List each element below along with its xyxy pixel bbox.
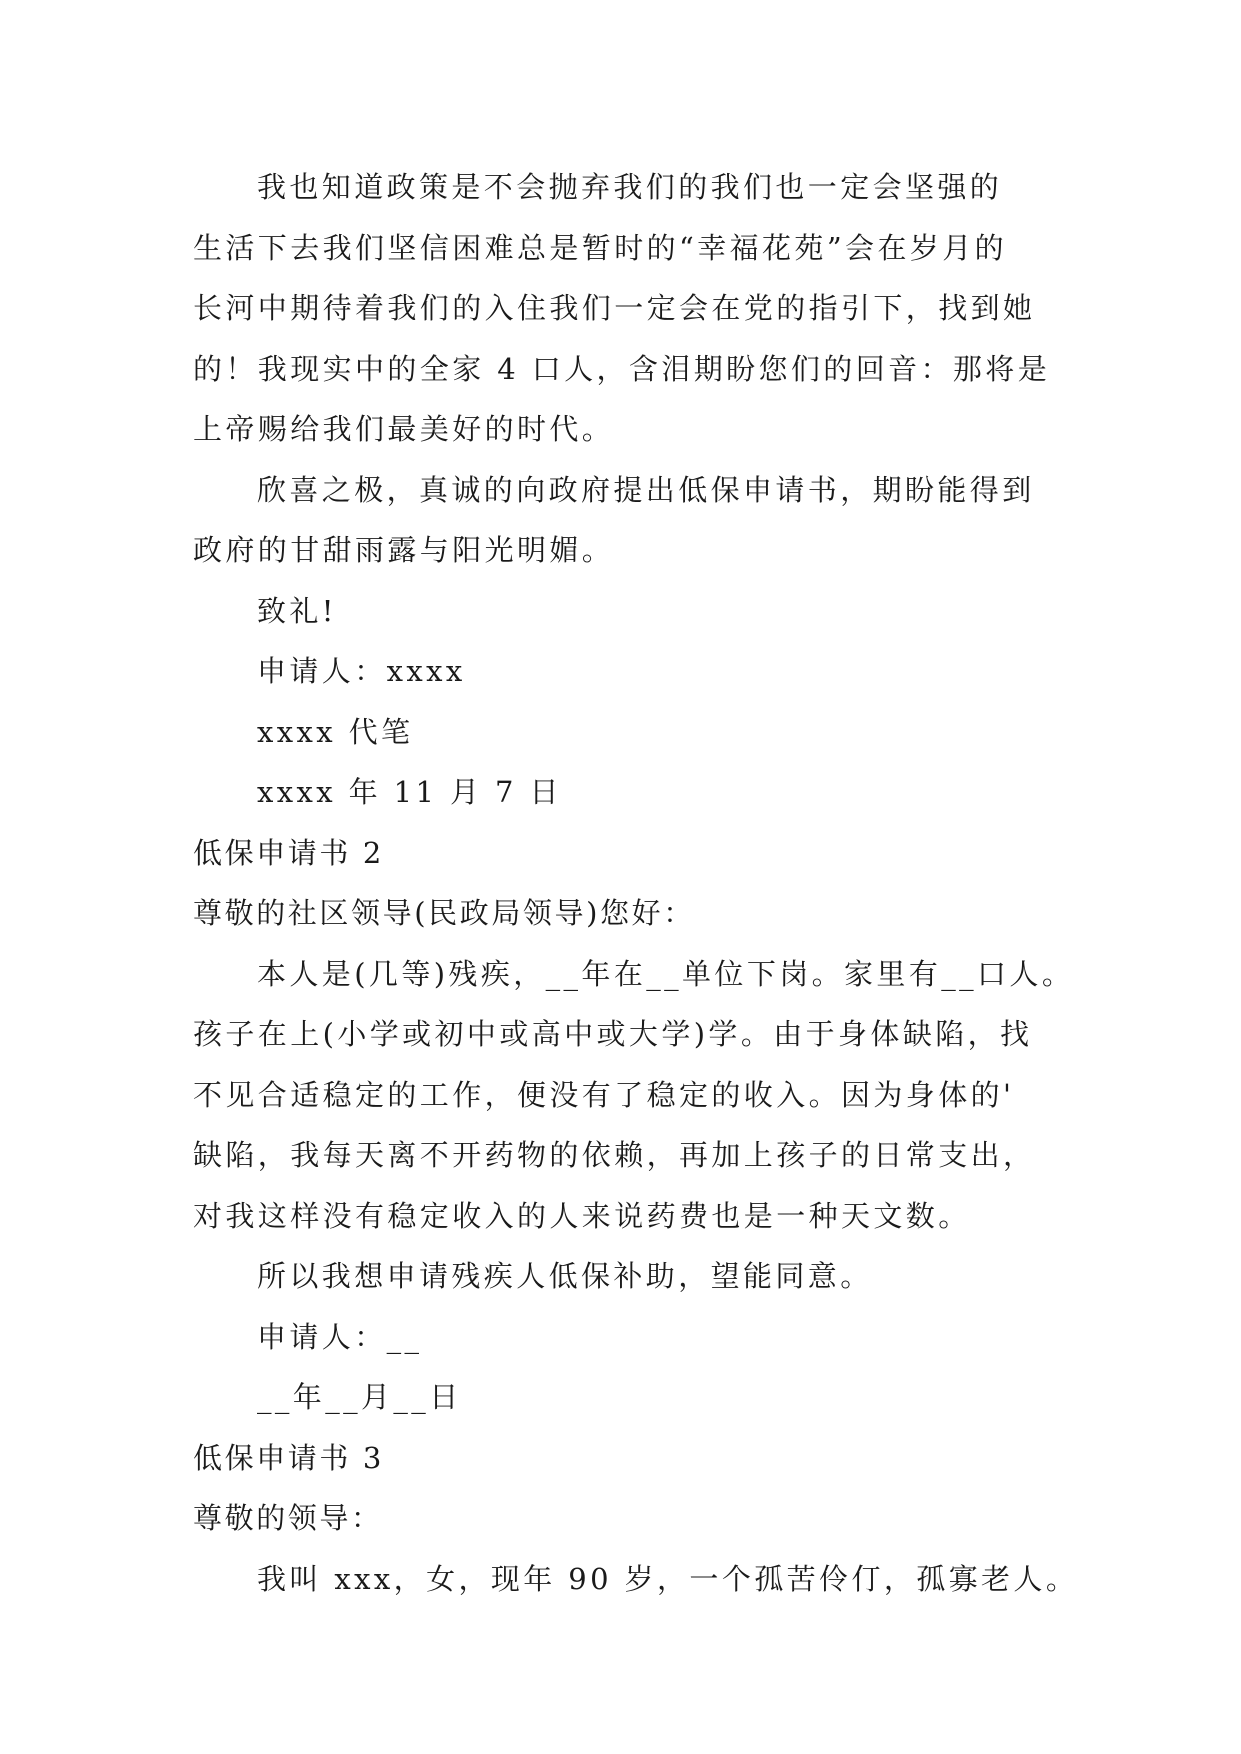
paragraph-line: 上帝赐给我们最美好的时代。 — [193, 412, 615, 446]
paragraph-line: 欣喜之极，真诚的向政府提出低保申请书，期盼能得到 — [257, 472, 1035, 507]
paragraph-line: 所以我想申请残疾人低保补助，望能同意。 — [257, 1259, 873, 1293]
section-heading: 低保申请书 2 — [193, 835, 384, 870]
letter-greeting: 尊敬的社区领导(民政局领导)您好： — [193, 896, 695, 930]
paragraph-line: 孩子在上(小学或初中或高中或大学)学。由于身体缺陷，找 — [193, 1017, 1033, 1051]
paragraph-line: 本人是(几等)残疾，__年在__单位下岗。家里有__口人。 — [257, 956, 1075, 991]
paragraph-line: 政府的甘甜雨露与阳光明媚。 — [193, 533, 615, 567]
document-body — [193, 157, 1079, 1609]
ghostwriter-note: xxxx 代笔 — [257, 714, 414, 749]
closing-salutation: 致礼! — [257, 593, 337, 628]
applicant-signature: 申请人：xxxx — [257, 654, 466, 688]
section-heading: 低保申请书 3 — [193, 1440, 384, 1475]
paragraph-line: 我也知道政策是不会抛弃我们的我们也一定会坚强的 — [257, 170, 1003, 204]
paragraph-line: 我叫 xxx，女，现年 90 岁，一个孤苦伶仃，孤寡老人。 — [257, 1561, 1079, 1596]
paragraph-line: 长河中期待着我们的入住我们一定会在党的指引下，找到她 — [193, 291, 1036, 325]
letter-date: xxxx 年 11 月 7 日 — [257, 775, 562, 809]
letter-greeting: 尊敬的领导： — [193, 1501, 383, 1535]
paragraph-line: 缺陷，我每天离不开药物的依赖，再加上孩子的日常支出， — [193, 1138, 1036, 1172]
paragraph-line: 对我这样没有稳定收入的人来说药费也是一种天文数。 — [193, 1198, 971, 1233]
applicant-signature: 申请人：__ — [257, 1319, 423, 1354]
letter-date: __年__月__日 — [257, 1380, 462, 1414]
paragraph-line: 的！我现实中的全家 4 口人，含泪期盼您们的回音：那将是 — [193, 351, 1051, 386]
paragraph-line: 不见合适稳定的工作，便没有了稳定的收入。因为身体的' — [193, 1077, 1015, 1112]
paragraph-line: 生活下去我们坚信困难总是暂时的“幸福花苑”会在岁月的 — [193, 230, 1008, 265]
